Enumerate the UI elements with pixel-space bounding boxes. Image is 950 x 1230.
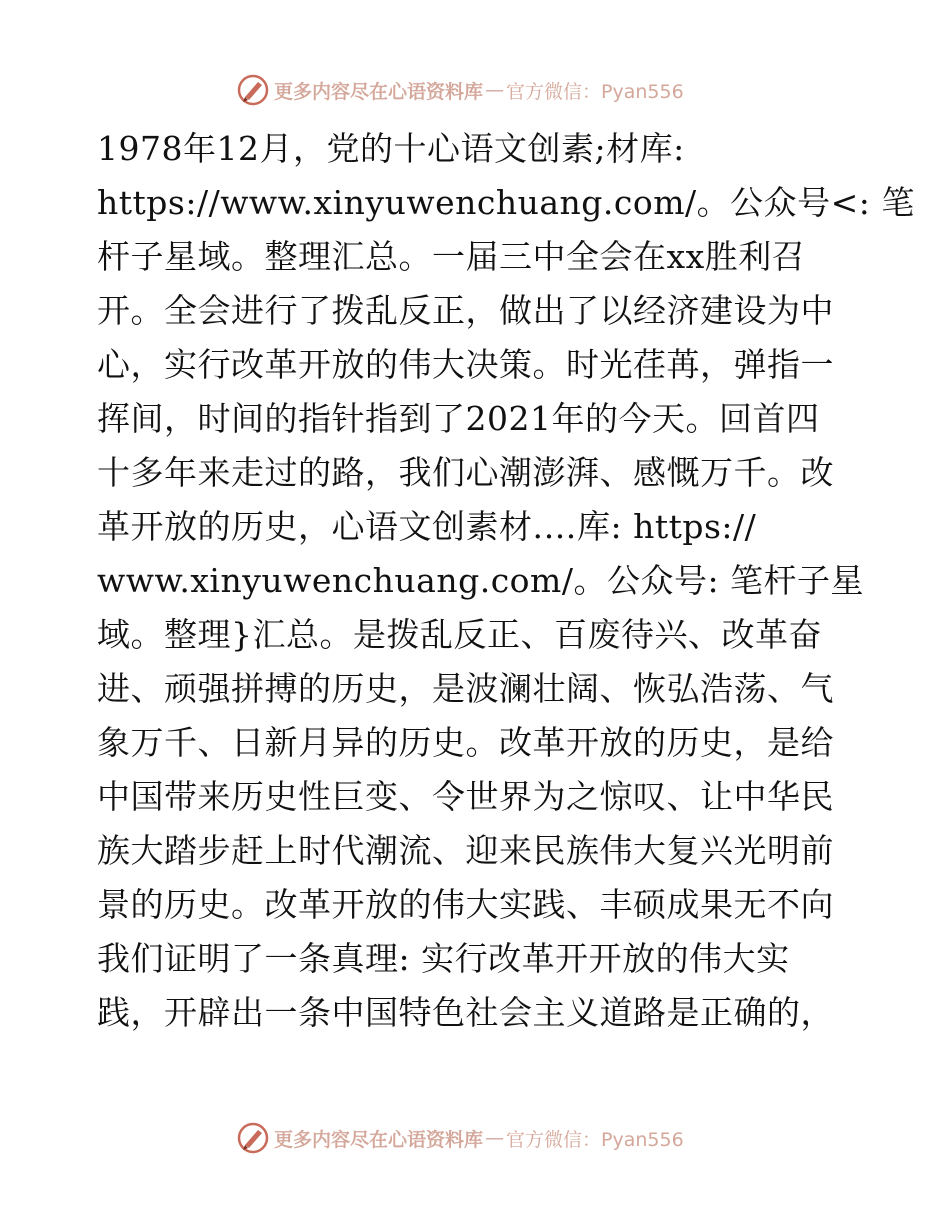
body-line: 景的历史。改革开放的伟大实践、丰硕成果无不向 xyxy=(97,885,834,924)
body-line: 1978年12月，党的十心语文创素;材库: xyxy=(97,129,685,168)
footer-separator: — xyxy=(485,1127,505,1149)
pen-logo-icon xyxy=(236,73,270,107)
footer-main-text: 更多内容尽在心语资料库 xyxy=(274,1128,484,1151)
header-wechat-text: 官方微信：Pyan556 xyxy=(506,80,684,103)
body-line: 我们证明了一条真理: 实行改革开开放的伟大实 xyxy=(97,939,790,978)
header-separator: — xyxy=(485,79,505,101)
body-line: 域。整理}汇总。是拨乱反正、百废待兴、改革奋 xyxy=(97,615,822,654)
pen-logo-icon xyxy=(236,1121,270,1155)
body-line: 象万千、日新月异的历史。改革开放的历史，是给 xyxy=(97,723,834,762)
body-line: 进、顽强拼搏的历史，是波澜壮阔、恢弘浩荡、气 xyxy=(97,669,834,708)
header-main-text: 更多内容尽在心语资料库 xyxy=(274,80,484,103)
footer-wechat-text: 官方微信：Pyan556 xyxy=(506,1128,684,1151)
body-line: 杆子星域。整理汇总。一届三中全会在xx胜利召 xyxy=(97,237,806,276)
body-line: 十多年来走过的路，我们心潮澎湃、感慨万千。改 xyxy=(97,453,834,492)
body-line: 心，实行改革开放的伟大决策。时光荏苒，弹指一 xyxy=(97,345,834,384)
body-line: https://www.xinyuwenchuang.com/。公众号<: 笔 xyxy=(97,183,915,222)
footer-watermark xyxy=(236,1118,684,1158)
body-line: 践，开辟出一条中国特色社会主义道路是正确的， xyxy=(97,993,834,1032)
body-line: 挥间，时间的指针指到了2021年的今天。回首四 xyxy=(97,399,820,438)
header-watermark xyxy=(236,70,684,110)
body-line: 开。全会进行了拨乱反正，做出了以经济建设为中 xyxy=(97,291,834,330)
body-line: 族大踏步赶上时代潮流、迎来民族伟大复兴光明前 xyxy=(97,831,834,870)
body-line: 中国带来历史性巨变、令世界为之惊叹、让中华民 xyxy=(97,777,834,816)
document-body xyxy=(97,122,915,1040)
body-line: www.xinyuwenchuang.com/。公众号: 笔杆子星 xyxy=(97,561,865,600)
body-line: 革开放的历史，心语文创素材.…库: https:// xyxy=(97,507,757,546)
